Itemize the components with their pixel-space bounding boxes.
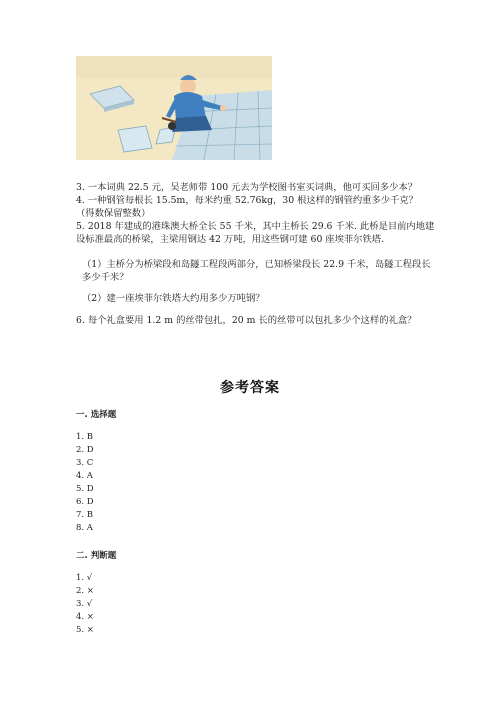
answer-item: 5. ×: [76, 625, 94, 635]
answer-item: 5. D: [76, 484, 94, 494]
answer-item: 7. B: [76, 510, 94, 520]
answer-item: 1. B: [76, 432, 94, 442]
problem-5-part-2: （2）建一座埃菲尔铁塔大约用多少万吨钢？: [82, 293, 265, 304]
answer-item: 4. ×: [76, 612, 94, 622]
answer-item: 2. D: [76, 445, 94, 455]
answer-item: 6. D: [76, 497, 94, 507]
answer-item: 3. √: [76, 599, 93, 609]
problem-3: 3. 一本词典 22.5 元，吴老师带 100 元去为学校图书室买词典，他可买回多少本？: [76, 182, 417, 193]
answer-item: 8. A: [76, 523, 93, 533]
answer-item: 3. C: [76, 458, 94, 468]
answer-item: 1. √: [76, 573, 93, 583]
multiple-choice-heading: 一. 选择题: [76, 410, 117, 420]
true-false-heading: 二. 判断题: [76, 551, 117, 561]
true-false-answers: [76, 572, 94, 637]
answer-item: 4. A: [76, 471, 93, 481]
word-problems: [76, 181, 436, 327]
problem-5-part-1: （1）主桥分为桥梁段和岛隧工程段两部分，已知桥梁段长 22.9 千米，岛隧工程段长多少千米？: [82, 259, 431, 283]
answer-key-title: 参考答案: [220, 380, 280, 396]
multiple-choice-answers: [76, 431, 94, 535]
tile-laying-illustration: [76, 56, 272, 160]
problem-4: 4. 一种钢管每根长 15.5m，每米约重 52.76kg，30 根这样的钢管约重多少千克？（得数保留整数）: [76, 195, 418, 219]
problem-5: 5. 2018 年建成的港珠澳大桥全长 55 千米，其中主桥长 29.6 千米. 此桥是目前内地建设标准最高的桥梁，主梁用钢达 42 万吨，用这些钢可建 60 座埃菲尔铁塔.: [76, 221, 435, 245]
answer-item: 2. ×: [76, 586, 94, 596]
problem-6: 6. 每个礼盒要用 1.2 m 的丝带包扎，20 m 长的丝带可以包扎多少个这样的礼盒？: [76, 315, 417, 326]
